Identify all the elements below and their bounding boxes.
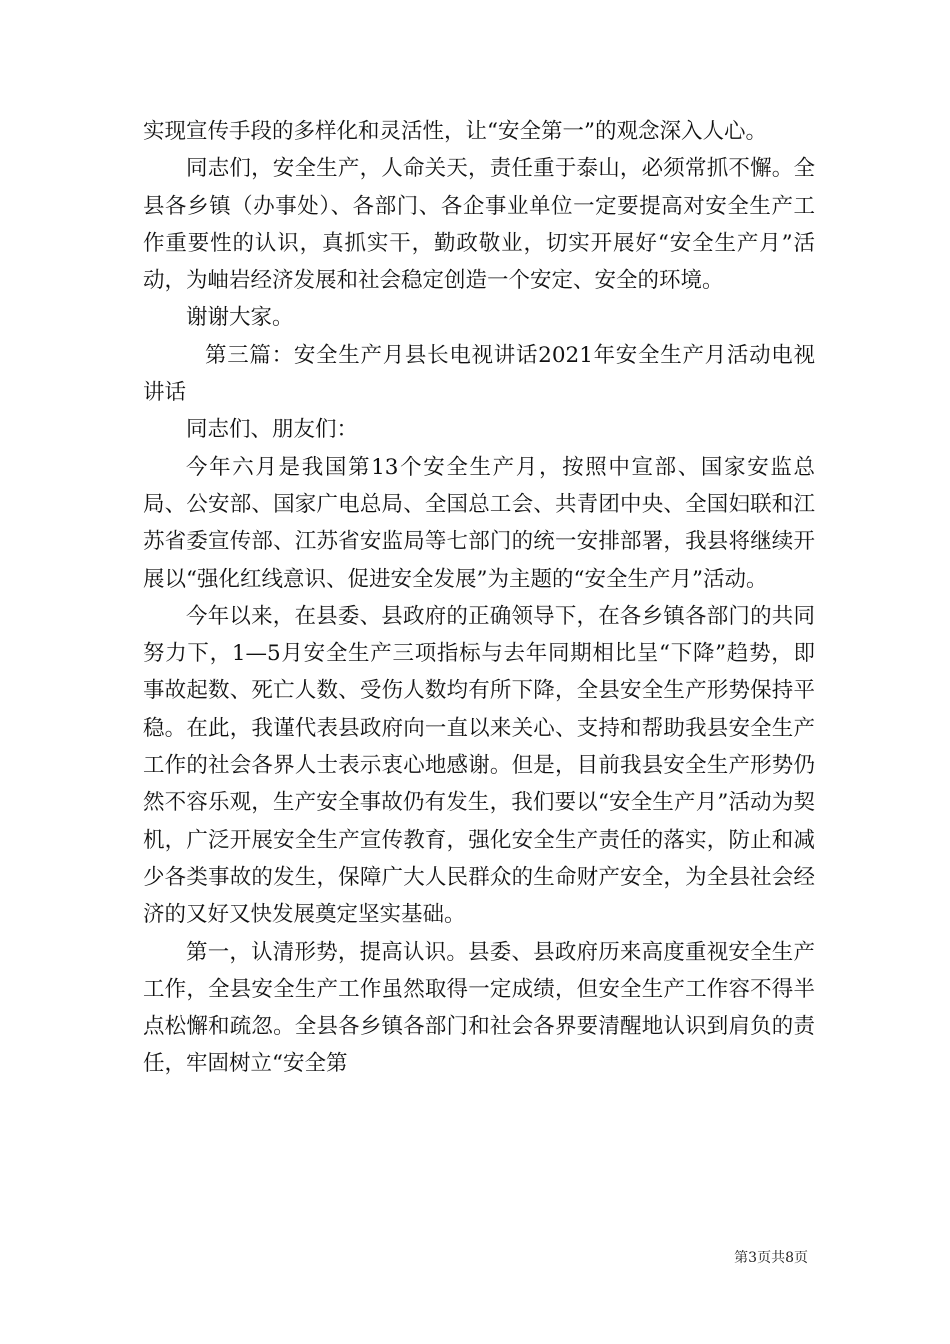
page-number-footer: 第3页共8页 xyxy=(734,1250,808,1266)
paragraph-situation-review: 今年以来，在县委、县政府的正确领导下，在各乡镇各部门的共同努力下，1—5月安全生产三项指标与去年同期相比呈“下降”趋势，即事故起数、死亡人数、受伤人数均有所下降，全县安全生产形势保持平稳。在此，我谨代表县政府向一直以来关心、支持和帮助我县安全生产工作的社会各界人士表示衷心地感谢。但是，目前我县安全生产形势仍然不容乐观，生产安全事故仍有发生，我们要以“安全生产月”活动为契机，广泛开展安全生产宣传教育，强化安全生产责任的落实，防止和减少各类事故的发生，保障广大人民群众的生命财产安全，为全县社会经济的又好又快发展奠定坚实基础。 xyxy=(143,603,815,928)
section-heading: 第三篇：安全生产月县长电视讲话2021年安全生产月活动电视讲话 xyxy=(143,342,815,406)
paragraph-point-one: 第一，认清形势，提高认识。县委、县政府历来高度重视安全生产工作，全县安全生产工作虽然取得一定成绩，但安全生产工作容不得半点松懈和疏忽。全县各乡镇各部门和社会各界要清醒地认识到肩负的责任，牢固树立“安全第 xyxy=(143,939,815,1077)
paragraph-salutation: 同志们、朋友们： xyxy=(186,417,359,443)
paragraph-thanks: 谢谢大家。 xyxy=(186,305,294,331)
paragraph-safety-month-intro: 今年六月是我国第13个安全生产月，按照中宣部、国家安监总局、公安部、国家广电总局、全国总工会、共青团中央、全国妇联和江苏省委宣传部、江苏省安监局等七部门的统一安排部署，我县将继续开展以“强化红线意识、促进安全发展”为主题的“安全生产月”活动。 xyxy=(143,454,815,592)
paragraph-continuation: 实现宣传手段的多样化和灵活性，让“安全第一”的观念深入人心。 xyxy=(143,119,767,144)
document-body xyxy=(143,113,815,1083)
paragraph-closing-appeal: 同志们，安全生产，人命关天，责任重于泰山，必须常抓不懈。全县各乡镇（办事处）、各部门、各企事业单位一定要提高对安全生产工作重要性的认识，真抓实干，勤政敬业，切实开展好“安全生产月”活动，为岫岩经济发展和社会稳定创造一个安定、安全的环境。 xyxy=(143,156,815,294)
